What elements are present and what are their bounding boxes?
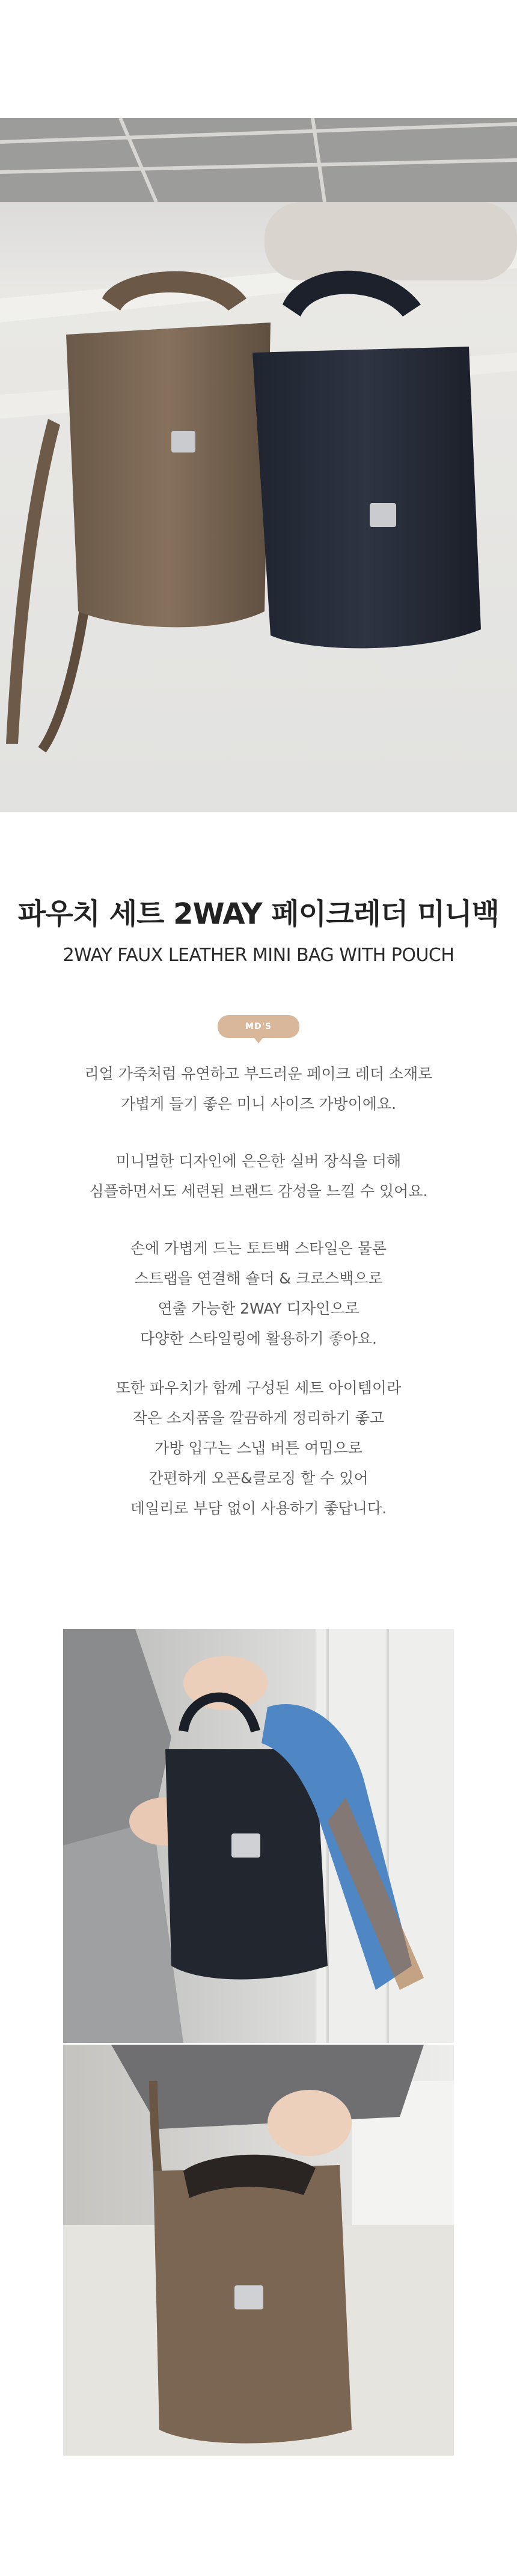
description-paragraph-3 xyxy=(0,1234,517,1354)
description-line: 가볍게 들기 좋은 미니 사이즈 가방이에요. xyxy=(120,1095,397,1113)
description-line: 연출 가능한 2WAY 디자인으로 xyxy=(158,1300,359,1317)
description-line: 리얼 가죽처럼 유연하고 부드러운 페이크 레더 소재로 xyxy=(84,1065,433,1083)
description-line: 스트랩을 연결해 숄더 & 크로스백으로 xyxy=(134,1270,383,1287)
description-line: 또한 파우치가 함께 구성된 세트 아이템이라 xyxy=(115,1379,402,1397)
description-line: 다양한 스타일링에 활용하기 좋아요. xyxy=(139,1330,378,1347)
description-line: 손에 가볍게 드는 토트백 스타일은 물론 xyxy=(130,1240,387,1257)
hero-product-photo xyxy=(0,118,517,812)
description-line: 미니멀한 디자인에 은은한 실버 장식을 더해 xyxy=(115,1152,402,1170)
description-paragraph-4 xyxy=(0,1373,517,1524)
description-line: 심플하면서도 세련된 브랜드 감성을 느낄 수 있어요. xyxy=(89,1182,428,1200)
product-title-english: 2WAY FAUX LEATHER MINI BAG WITH POUCH xyxy=(63,945,454,966)
description-line: 작은 소지품을 깔끔하게 정리하기 좋고 xyxy=(132,1409,385,1427)
badge-pointer xyxy=(254,1037,263,1043)
taupe-bag-open-photo xyxy=(63,2045,454,2456)
description-paragraph-2 xyxy=(0,1146,517,1206)
description-line: 가방 입구는 스냅 버튼 여밈으로 xyxy=(154,1439,363,1457)
navy-bag-scarf-photo xyxy=(63,1629,454,2043)
description-paragraph-1 xyxy=(0,1059,517,1119)
description-line: 간편하게 오픈&클로징 할 수 있어 xyxy=(148,1469,369,1487)
md-comments-badge: MD'S COMMENTS xyxy=(218,1015,299,1038)
product-title-korean: 파우치 세트 2WAY 페이크레더 미니백 xyxy=(17,897,500,931)
description-line: 데일리로 부담 없이 사용하기 좋답니다. xyxy=(130,1500,387,1517)
